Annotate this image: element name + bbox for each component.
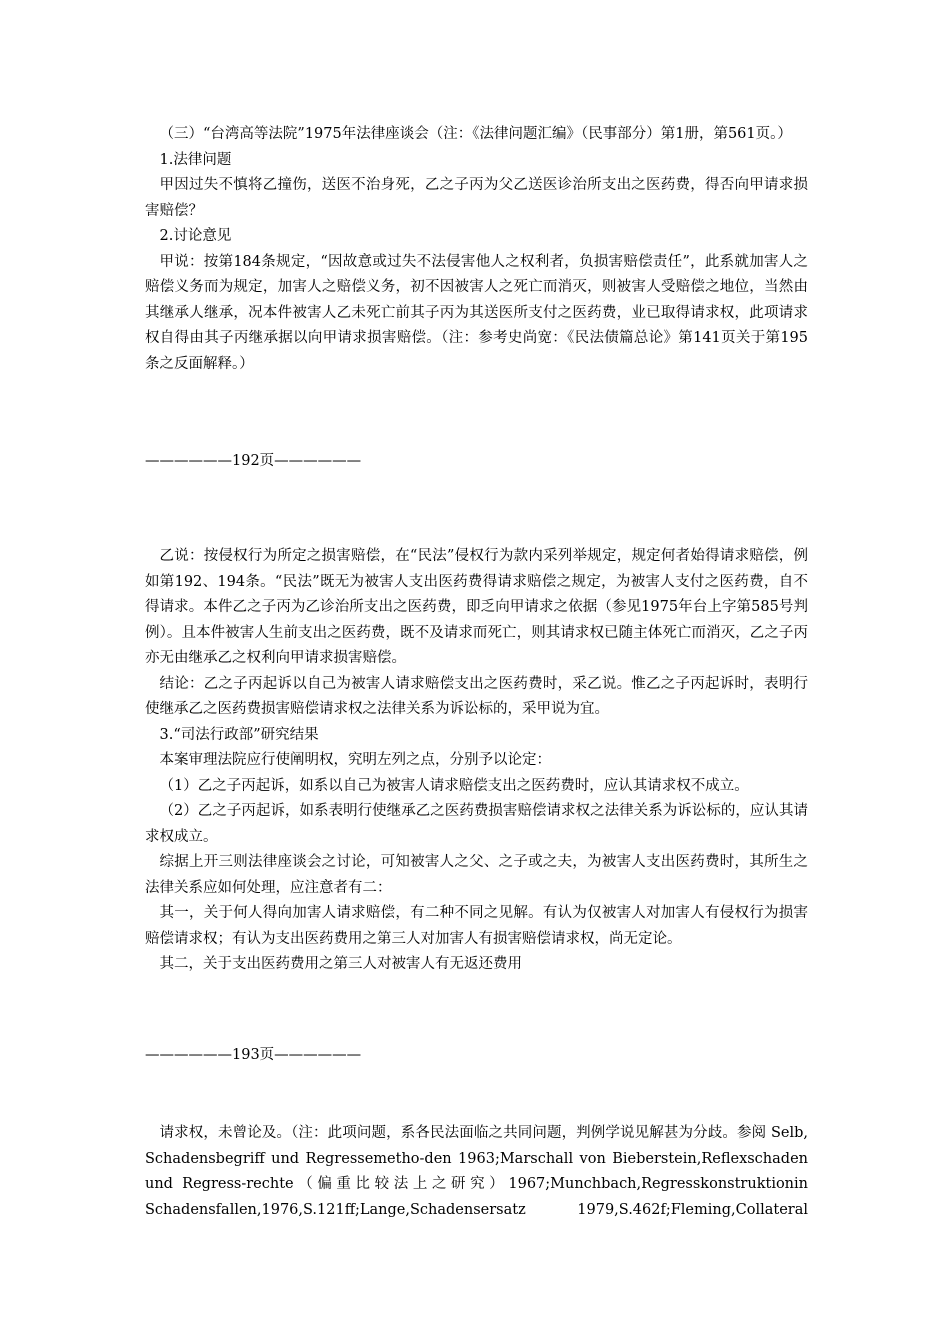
paragraph-point-1: （1）乙之子丙起诉，如系以自己为被害人请求赔偿支出之医药费时，应认其请求权不成立。 (159, 777, 749, 794)
page-separator-193: ——————193页—————— (145, 1047, 362, 1063)
paragraph-second-issue: 其二，关于支出医药费用之第三人对被害人有无返还费用 (159, 956, 522, 972)
paragraph-view-b: 乙说：按侵权行为所定之损害赔偿，在“民法”侵权行为款内采列举规定，规定何者始得请求赔偿，例如第192、194条。“民法”既无为被害人支出医药费得请求赔偿之规定，为被害人支付之医药费，自不得请求。本件乙之子丙为乙诊治所支出之医药费，即乏向甲请求之依据（参见1975年台上字第585号判例）。且本件被害人生前支出之医药费，既不及请求而死亡，则其请求权已随主体死亡而消灭，乙之子丙亦无由继承乙之权利向甲请求损害赔偿。 (145, 548, 808, 666)
heading-discussion: 2.讨论意见 (159, 228, 232, 244)
paragraph-summary: 综据上开三则法律座谈会之讨论，可知被害人之父、之子或之夫，为被害人支出医药费时，其所生之法律关系应如何处理，应注意者有二： (145, 854, 808, 896)
paragraph-footnote-continuation: 请求权，未曾论及。（注：此项问题，系各民法面临之共同问题，判例学说见解甚为分歧。参阅 Selb, Schadensbegriff und Regressemetho-den 1963;Marschall von Bieberstein,Reflexschaden und Regress-rechte（偏重比较法上之研究）1967;Munchbach,Regresskonstruktionin Schadensfallen,1976,S.121ff;Lange,Schadensersatz 1979,S.462f;Fleming,Collateral (145, 1125, 808, 1218)
section-page-193 (145, 544, 808, 978)
paragraph-point-2: （2）乙之子丙起诉，如系表明行使继承乙之医药费损害赔偿请求权之法律关系为诉讼标的，应认其请求权成立。 (145, 803, 808, 845)
paragraph-first-issue: 其一，关于何人得向加害人请求赔偿，有二种不同之见解。有认为仅被害人对加害人有侵权行为损害赔偿请求权；有认为支出医药费用之第三人对加害人有损害赔偿请求权，尚无定论。 (145, 905, 808, 947)
paragraph-legal-question: 甲因过失不慎将乙撞伤，送医不治身死，乙之子丙为父乙送医诊治所支出之医药费，得否向甲请求损害赔偿？ (145, 177, 808, 219)
heading-legal-question: 1.法律问题 (159, 151, 232, 168)
section-page-192 (145, 122, 808, 377)
heading-taiwan-high-court-1975: （三）“台湾高等法院”1975年法律座谈会（注：《法律问题汇编》（民事部分）第1册，第561页。） (159, 126, 792, 142)
page-separator-192: ——————192页—————— (145, 453, 362, 469)
heading-ministry-result: 3.“司法行政部”研究结果 (159, 726, 319, 743)
section-page-194 (145, 1121, 808, 1223)
paragraph-conclusion: 结论：乙之子丙起诉以自己为被害人请求赔偿支出之医药费时，采乙说。惟乙之子丙起诉时，表明行使继承乙之医药费损害赔偿请求权之法律关系为诉讼标的，采甲说为宜。 (145, 675, 808, 717)
paragraph-view-a: 甲说：按第184条规定，“因故意或过失不法侵害他人之权利者，负损害赔偿责任”，此系就加害人之赔偿义务而为规定，加害人之赔偿义务，初不因被害人之死亡而消灭，则被害人受赔偿之地位，当然由其继承人继承，况本件被害人乙未死亡前其子丙为其送医所支付之医药费，业已取得请求权，此项请求权自得由其子丙继承据以向甲请求损害赔偿。（注：参考史尚宽：《民法债篇总论》第141页关于第195条之反面解释。） (145, 253, 808, 372)
paragraph-court-clarification: 本案审理法院应行使阐明权，究明左列之点，分别予以论定： (159, 752, 551, 768)
